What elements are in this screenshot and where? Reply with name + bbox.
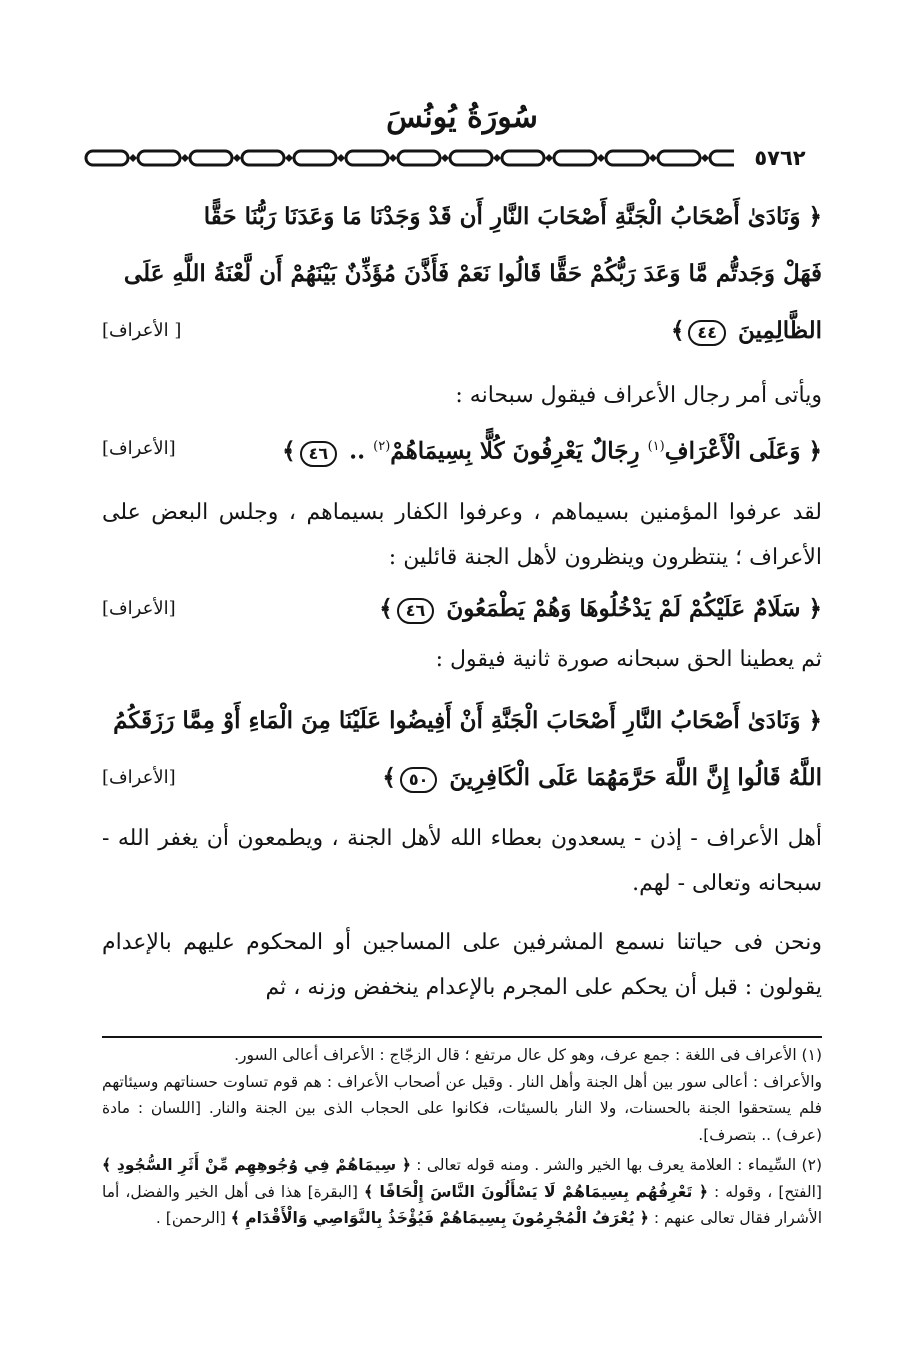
diamond-ornament [389,154,397,162]
main-text [102,188,822,1010]
verse-text: الظَّالِمِينَ [737,317,822,344]
commentary-paragraph: ثم يعطينا الحق سبحانه صورة ثانية فيقول : [435,646,822,672]
verse-end [379,580,822,637]
verse-line: فَهَلْ وَجَدتُّم مَّا وَعَدَ رَبُّكُمْ حَقًّا قَالُوا نَعَمْ فَأَذَّنَ مُؤَذِّنٌ بَيْنَهُمْ أَن لَّعْنَةُ اللَّهِ عَلَى [123,260,822,287]
ellipsis-text: .. [341,437,374,465]
footnote-quote: ﴿ تَعْرِفُهُم بِسِيمَاهُمْ لَا يَسْأَلُونَ النَّاسَ إِلْحَافًا ﴾ [363,1182,708,1201]
footnote-2 [102,1152,822,1232]
footnote-reference: [الفتح] [778,1182,822,1201]
closing-bracket-icon: ﴾ [379,594,393,622]
diamond-ornament [701,154,709,162]
surah-reference: [الأعراف] [102,766,176,788]
verse-line [102,580,822,637]
chain-link-ornament [86,151,128,165]
footnote-reference: [الرحمن] . [155,1209,226,1227]
ayah-number-marker: ٤٤ [688,320,726,346]
verse-line [102,302,822,359]
diamond-ornament [597,154,605,162]
verse-line: ﴿ وَنَادَىٰ أَصْحَابُ الْجَنَّةِ أَصْحَابَ النَّارِ أَن قَدْ وَجَدْنَا مَا وَعَدَنَا رَبُّنَا حَقًّا [203,203,822,230]
chain-link-ornament [606,151,648,165]
ayah-number-marker: ٤٦ [300,441,338,467]
chain-link-ornament [346,151,388,165]
verse-end [282,418,822,480]
footnote-reference: [البقرة] [307,1182,358,1201]
footnote-1-continued: والأعراف : أعالى سور بين أهل الجنة وأهل النار . وقيل عن أصحاب الأعراف : هم قوم تساوت حسناتهم وسيئاتهم فلم يستحقوا الجنة بالحسنات، ولا النار بالسيئات، فكانوا على الحجاب الذى بين الجنة والنار. [اللسان : مادة (عرف) .. بتصرف]. [102,1072,822,1144]
footnote-marker: (٢) [373,439,391,454]
page-number: ٥٧٦٢ [734,143,826,173]
ayah-number-marker: ٥٠ [400,767,438,793]
diamond-ornament [337,154,345,162]
diamond-ornament [493,154,501,162]
diamond-ornament [285,154,293,162]
verse-end [382,749,822,806]
footnote-quote: ﴿ سِيمَاهُمْ فِي وُجُوهِهِم مِّنْ أَثَرِ السُّجُودِ ﴾ [102,1156,411,1174]
surah-reference: [ الأعراف] [102,320,182,341]
ayah-number-marker: ٤٦ [397,598,435,624]
footnote-text: ، وقوله : [714,1182,773,1201]
commentary-paragraph: ويأتى أمر رجال الأعراف فيقول سبحانه : [455,383,822,408]
chain-link-ornament [398,151,440,165]
chain-link-ornament [658,151,700,165]
chain-link-ornament [138,151,180,165]
chain-link-ornament [554,151,596,165]
verse-end [671,302,822,359]
verse-text: اللَّهُ قَالُوا إِنَّ اللَّهَ حَرَّمَهُمَا عَلَى الْكَافِرِينَ [449,763,822,791]
footnote-divider [102,1036,822,1038]
surah-title: سُورَةُ يُونُسَ [386,100,538,135]
chain-link-ornament [242,151,284,165]
footnote-text: (٢) السِّيماء : العلامة يعرف بها الخير والشر . ومنه قوله تعالى : [416,1156,822,1174]
commentary-paragraph: أهل الأعراف - إذن - يسعدون بعطاء الله لأهل الجنة ، ويطمعون أن يغفر الله - سبحانه وتعالى - لهم. [102,825,822,896]
closing-bracket-icon: ﴾ [282,437,296,465]
diamond-ornament [181,154,189,162]
surah-reference: [الأعراف] [102,438,176,460]
chain-link-ornament [294,151,336,165]
footnote-text: هذا فى أهل الخير والفضل، أما الأشرار فقال تعالى عنهم : [102,1182,822,1227]
verse-text: ﴿ وَعَلَى الْأَعْرَافِ [664,437,822,465]
chain-link-ornament [450,151,492,165]
verse-line [102,749,822,806]
commentary-paragraph: لقد عرفوا المؤمنين بسيماهم ، وعرفوا الكفار بسيماهم ، وجلس البعض على الأعراف ؛ ينتظرون وينظرون لأهل الجنة قائلين : [102,499,822,570]
verse-text: ﴿ سَلَامٌ عَلَيْكُمْ لَمْ يَدْخُلُوهَا وَهُمْ يَطْمَعُونَ [446,594,822,622]
diamond-ornament [649,154,657,162]
footnote-marker: (١) [647,439,665,454]
diamond-ornament [233,154,241,162]
verse-line: ﴿ وَنَادَىٰ أَصْحَابُ النَّارِ أَصْحَابَ الْجَنَّةِ أَنْ أَفِيضُوا عَلَيْنَا مِنَ الْمَاءِ أَوْ مِمَّا رَزَقَكُمُ [113,706,822,734]
verse-text: رِجَالٌ يَعْرِفُونَ كُلًّا بِسِيمَاهُمْ [390,437,640,465]
chain-link-ornament [502,151,544,165]
closing-bracket-icon: ﴾ [382,763,396,791]
footnote-quote: ﴿ يُعْرَفُ الْمُجْرِمُونَ بِسِيمَاهُمْ فَيُؤْخَذُ بِالنَّوَاصِي وَالْأَقْدَامِ ﴾ [230,1209,649,1227]
surah-reference: [الأعراف] [102,597,176,619]
footnote-1: (١) الأعراف فى اللغة : جمع عرف، وهو كل عال مرتفع ؛ قال الزجّاج : الأعراف أعالى السور. [234,1046,822,1064]
footnotes [102,1042,822,1232]
commentary-paragraph: ونحن فى حياتنا نسمع المشرفين على المساجين أو المحكوم عليهم بالإعدام يقولون : قبل أن يحكم على المجرم بالإعدام ينخفض وزنه ، ثم [102,929,822,1000]
verse-line [102,418,822,480]
chain-link-ornament [190,151,232,165]
closing-bracket-icon: ﴾ [670,317,685,344]
diamond-ornament [545,154,553,162]
diamond-ornament [441,154,449,162]
diamond-ornament [129,154,137,162]
